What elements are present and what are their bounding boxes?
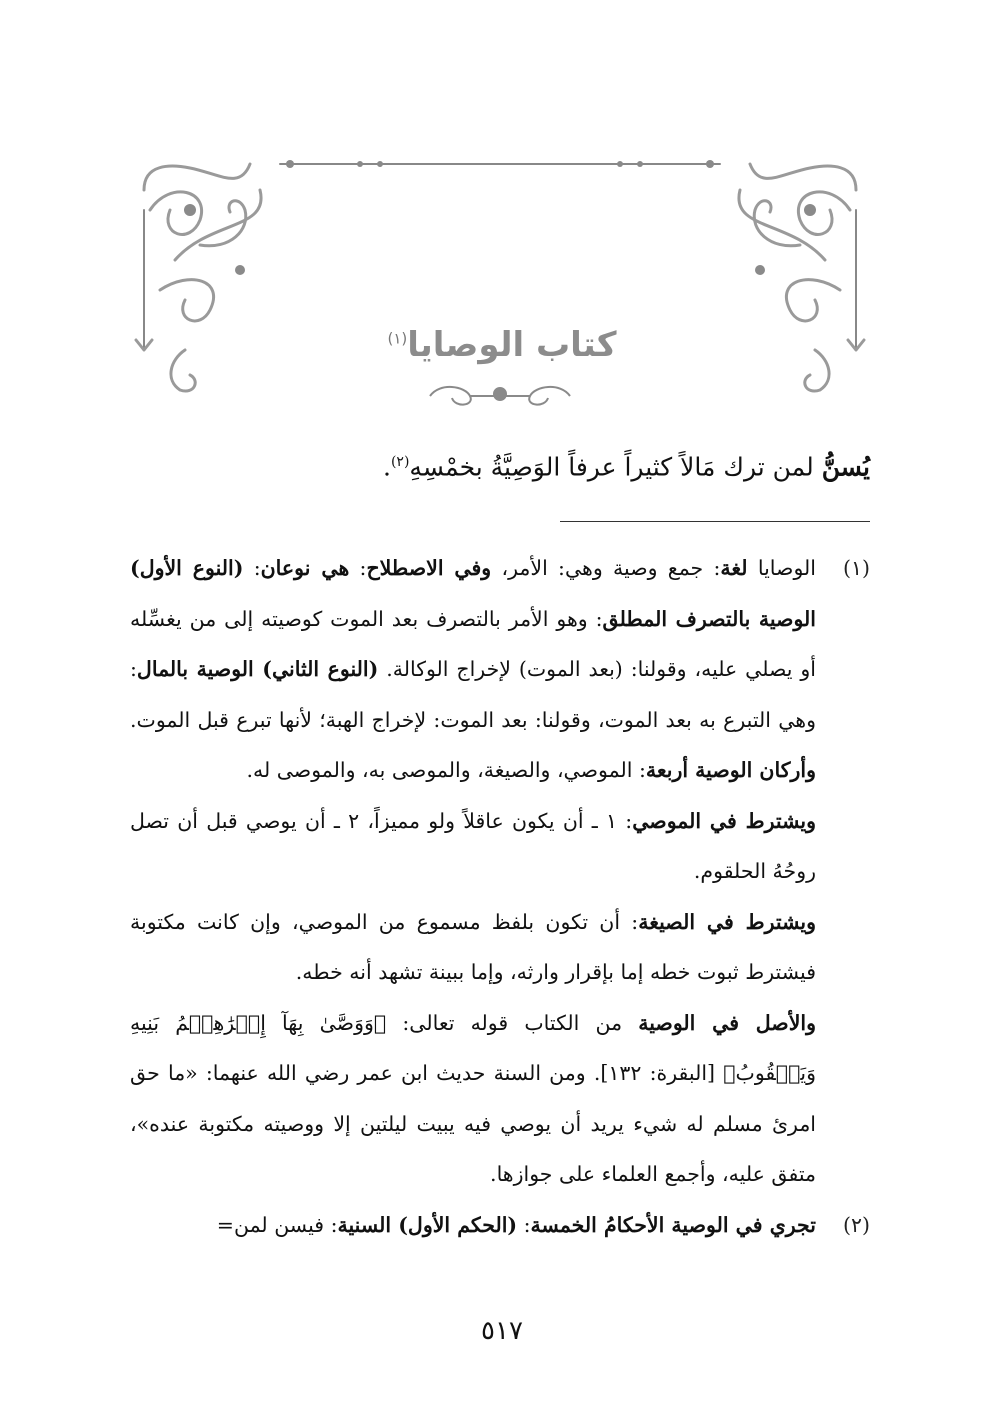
- text-run: :: [349, 556, 367, 580]
- text-run: :: [243, 556, 261, 580]
- footnote-1: [130, 543, 870, 1200]
- page-number: ٥١٧: [481, 1316, 523, 1346]
- footnote-2-paragraph-1: [130, 1200, 816, 1251]
- footnotes: [130, 543, 870, 1250]
- bold-run: وأركان الوصية أربعة: [645, 758, 816, 782]
- text-run: : جمع وصية وهي: الأمر،: [491, 556, 721, 580]
- footnote-1-text: [130, 543, 816, 1200]
- text-run: : ١ ـ أن يكون عاقلاً ولو مميزاً، ٢ ـ أن يوصي قبل أن تصل روحُهُ الحلقوم.: [130, 808, 816, 883]
- text-run: : وهي التبرع به بعد الموت، وقولنا: بعد الموت: لإخراج الهبة؛ لأنها تبرع قبل الموت.: [130, 657, 816, 732]
- footnote-separator: [560, 521, 870, 522]
- text-run: :: [517, 1212, 531, 1237]
- ornamental-header-frame: [130, 150, 870, 420]
- footnote-1-number: (١): [842, 556, 870, 580]
- bold-run: هي نوعان: [260, 556, 350, 580]
- text-run: من الكتاب قوله تعالى: ﴿وَوَصَّىٰ بِهَآ إِبۡرَٰهِـۧمُ بَنِيهِ وَيَعۡقُوبُ﴾ [البقرة: ١٣٢]. ومن السنة حديث ابن عمر رضي الله عنهما: «ما حق امرئ مسلم له شيء يريد أن يوصي فيه يبيت ليلتين إلا ووصيته مكتوبة عنده»، متفق عليه، وأجمع العلماء على جوازها.: [130, 1010, 816, 1186]
- bold-run: لغة: [720, 556, 748, 580]
- bold-run: والأصل في الوصية: [638, 1010, 816, 1035]
- bold-run: ويشترط في الصيغة: [638, 909, 817, 934]
- footnote-2-text: [130, 1200, 816, 1251]
- main-sentence: لمن ترك مَالاً كثيراً عرفاً الوَصِيَّةُ بخمْسِهِ: [409, 452, 822, 482]
- bold-run: ويشترط في الموصي: [632, 808, 816, 833]
- chapter-title-text: كتاب الوصايا: [407, 325, 617, 365]
- text-run: : أن تكون بلفظ مسموع من الموصي، وإن كانت مكتوبة فيشترط ثبوت خطه إما بإقرار وارثه، وإما ببينة تشهد أنه خطه.: [130, 909, 816, 984]
- text-run: : الموصي، والصيغة، والموصى به، والموصى له.: [246, 758, 646, 782]
- footnote-2: [130, 1200, 870, 1251]
- bold-run: وفي الاصطلاح: [366, 556, 492, 580]
- bold-run: (النوع الثاني) الوصية بالمال: [136, 657, 379, 681]
- main-footnote-ref: (٢): [390, 454, 410, 470]
- main-text: [130, 438, 870, 491]
- bold-run: (الحكم الأول) السنية: [337, 1212, 518, 1237]
- text-run: : وهو الأمر بالتصرف بعد الموت كوصيته إلى من يغسِّله أو يصلي عليه، وقولنا: (بعد الموت) لإخراج الوكالة.: [130, 606, 817, 681]
- text-run: الوصايا: [747, 556, 816, 580]
- footnote-2-number: (٢): [842, 1212, 870, 1237]
- footnote-1-paragraph-2: [130, 796, 816, 897]
- chapter-title: [0, 325, 1004, 365]
- footnote-1-paragraph-1: [130, 543, 816, 796]
- footnote-1-paragraph-4: [130, 998, 816, 1200]
- main-bold-word: يُسنُّ: [821, 452, 870, 482]
- title-footnote-ref: (١): [387, 329, 408, 348]
- main-end-mark: .: [383, 452, 391, 482]
- text-run: : فيسن لمن=: [216, 1212, 338, 1237]
- footnote-1-paragraph-3: [130, 897, 816, 998]
- bold-run: تجري في الوصية الأحكامُ الخمسة: [530, 1212, 816, 1237]
- bold-run: (النوع الأول) الوصية بالتصرف المطلق: [130, 556, 816, 631]
